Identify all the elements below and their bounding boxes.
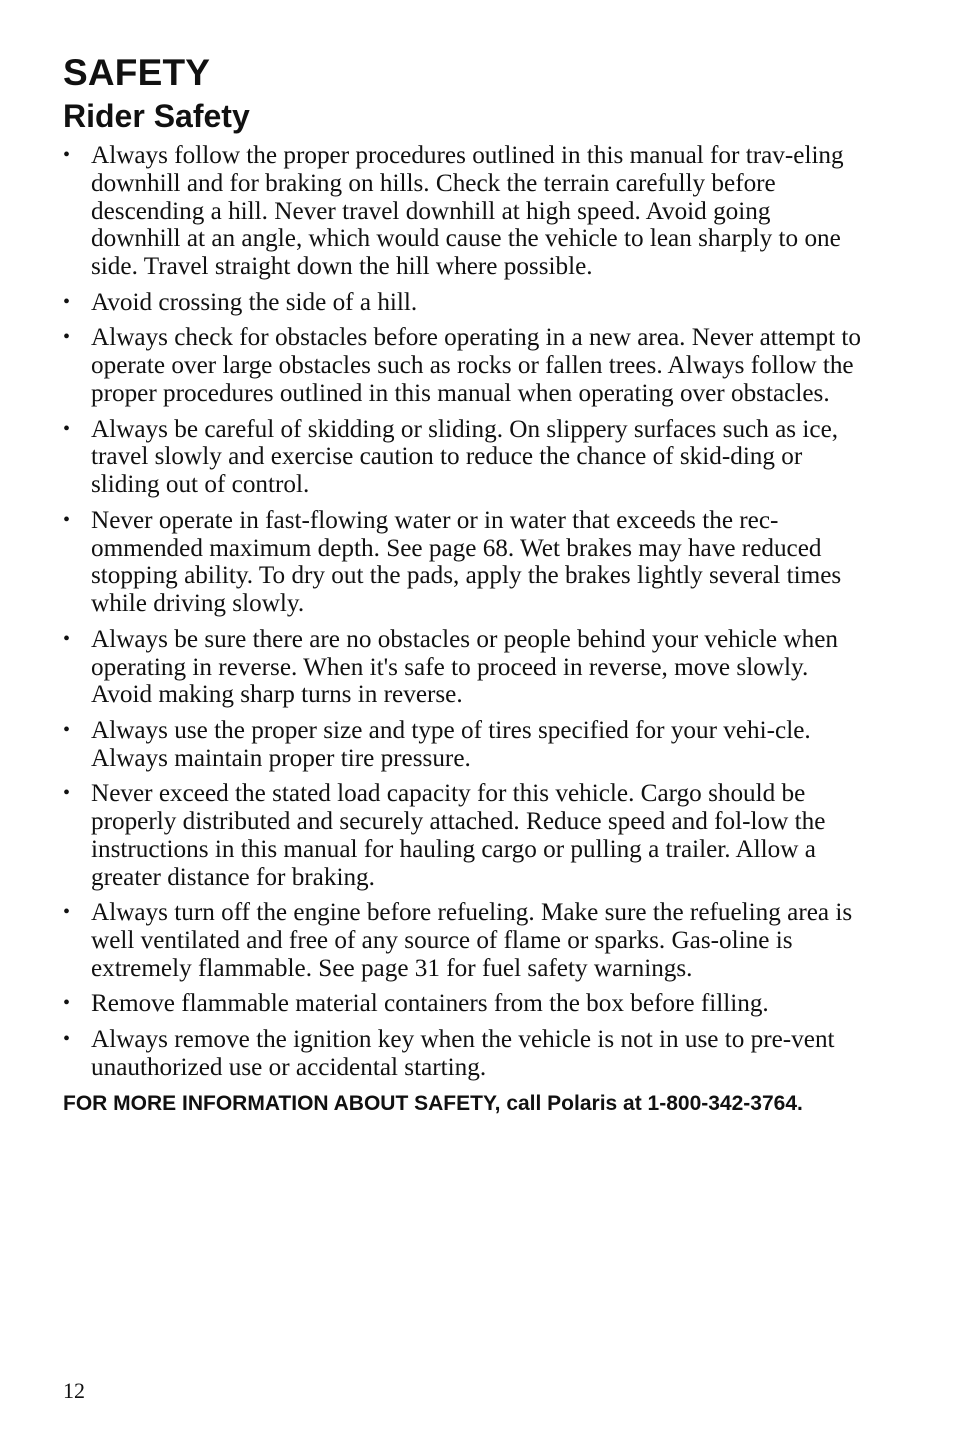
bullet-item [63, 289, 863, 317]
bullet-marker: • [63, 782, 71, 805]
bullet-text: Remove flammable material containers from the box before filling. [91, 990, 769, 1018]
bullet-marker: • [63, 144, 71, 166]
bullet-item [63, 717, 863, 773]
bullet-text: Always be careful of skidding or sliding. On slippery surfaces such as ice, travel slowly and exercise caution to reduce the chance of skid-ding or sliding out of control. [91, 415, 839, 499]
bullet-marker: • [63, 718, 71, 741]
section-title: SAFETY [63, 52, 211, 93]
bullet-marker: • [63, 290, 71, 313]
subsection-title: Rider Safety [63, 98, 250, 134]
bullet-item [63, 990, 863, 1018]
bullet-text: Always follow the proper procedures outlined in this manual for trav-eling downhill and for braking on hills. Check the terrain carefully before descending a hill. Never travel downhill at high speed. Avoid going downhill at an angle, which would cause the vehicle to lean sharply to one side. Travel straight down the hill where possible. [91, 142, 844, 281]
bullet-text: Never exceed the stated load capacity for this vehicle. Cargo should be properly distributed and securely attached. Reduce speed and fol-low the instructions in this manual for hauling cargo or pulling a trailer. Allow a greater distance for braking. [91, 780, 826, 891]
bullet-marker: • [63, 326, 71, 349]
bullet-text: Always check for obstacles before operating in a new area. Never attempt to operate over large obstacles such as rocks or fallen trees. Always follow the proper procedures outlined in this manual when operating over obstacles. [91, 324, 861, 407]
bullet-marker: • [63, 417, 71, 440]
bullet-marker: • [63, 992, 71, 1015]
bullet-item [63, 1026, 863, 1082]
safety-contact-note: FOR MORE INFORMATION ABOUT SAFETY, call Polaris at 1-800-342-3764. [63, 1091, 803, 1115]
bullet-item [63, 899, 863, 982]
bullet-marker: • [63, 901, 71, 924]
bullet-text: Always remove the ignition key when the vehicle is not in use to pre-vent unauthorized use or accidental starting. [91, 1026, 835, 1081]
manual-page [63, 50, 863, 1116]
bullet-item [63, 324, 863, 407]
page-number: 12 [63, 1378, 85, 1403]
bullet-marker: • [63, 508, 71, 531]
bullet-item [63, 507, 863, 618]
bullet-marker: • [63, 1028, 71, 1051]
bullet-item [63, 626, 863, 709]
bullet-marker: • [63, 627, 71, 650]
bullet-text: Always use the proper size and type of tires specified for your vehi-cle. Always maintain proper tire pressure. [91, 716, 811, 772]
bullet-text: Never operate in fast-flowing water or in water that exceeds the rec-ommended maximum depth. See page 68. Wet brakes may have reduced stopping ability. To dry out the pads, apply the brakes lightly several times while driving slowly. [91, 506, 842, 618]
safety-bullet-list [63, 142, 863, 1082]
bullet-text: Always be sure there are no obstacles or people behind your vehicle when operating in reverse. When it's safe to proceed in reverse, move slowly. Avoid making sharp turns in reverse. [91, 625, 838, 709]
bullet-text: Always turn off the engine before refueling. Make sure the refueling area is well ventilated and free of any source of flame or sparks. Gas-oline is extremely flammable. See page 31 for fuel safety warnings. [91, 899, 853, 982]
bullet-item [63, 780, 863, 891]
bullet-text: Avoid crossing the side of a hill. [91, 288, 418, 316]
bullet-item [63, 142, 863, 281]
bullet-item [63, 416, 863, 499]
